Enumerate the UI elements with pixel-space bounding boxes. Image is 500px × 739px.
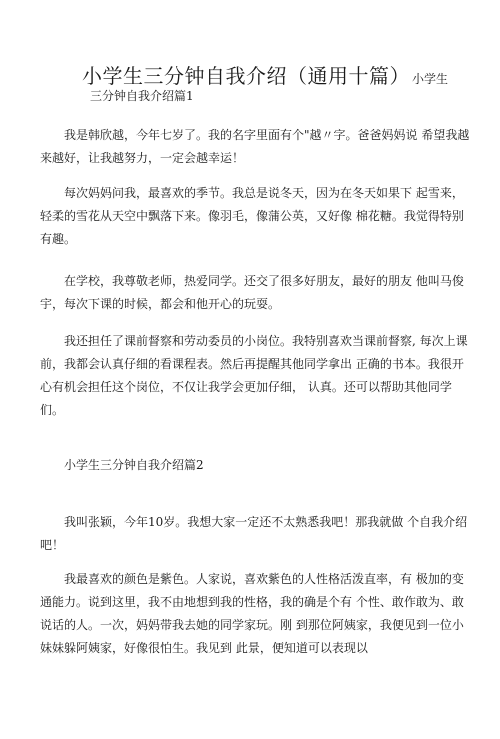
document-title: 小学生三分钟自我介绍（通用十篇） [82, 64, 410, 88]
paragraph: 每次妈妈问我，最喜欢的季节。我总是说冬天，因为在冬天如果下 起雪来，轻柔的雪花从天空中飘落下来。像羽毛，像蒲公英，又好像 棉花糖。我觉得特别有趣。 [40, 186, 464, 246]
section2-heading: 小学生三分钟自我介绍篇2 [64, 458, 204, 472]
section1-heading: 三分钟自我介绍篇1 [90, 89, 194, 103]
title-line [82, 60, 448, 89]
paragraph: 我还担任了课前督察和劳动委员的小岗位。我特别喜欢当课前督察, 每次上课前，我都会认真仔细的看课程表。然后再提醒其他同学拿出 正确的书本。我很开心有机会担任这个岗位，不仅让我学会更加仔细， 认真。还可以帮助其他同学们。 [40, 334, 468, 417]
title-suffix: 小学生 [412, 72, 449, 86]
paragraph: 我叫张颖，今年10岁。我想大家一定还不太熟悉我吧！那我就做 个自我介绍吧！ [40, 515, 468, 552]
paragraph: 我是韩欣越，今年七岁了。我的名字里面有个"越〃字。爸爸妈妈说 希望我越来越好，让我越努力，一定会越幸运！ [40, 128, 470, 165]
paragraph: 我最喜欢的颜色是紫色。人家说，喜欢紫色的人性格活泼直率，有 极加的变通能力。说到这里，我不由地想到我的性格，我的确是个有 个性、敢作敢为、敢说话的人。一次，妈妈带我去她的同学家玩。刚 到那位阿姨家，我便见到一位小妹妹躲阿姨家，好像很怕生。我见到 此景，便知道可以表现以 [40, 572, 464, 655]
paragraph: 在学校，我尊敬老师，热爱同学。还交了很多好朋友，最好的朋友 他叫马俊宇，每次下课的时候，都会和他开心的玩耍。 [40, 274, 464, 311]
